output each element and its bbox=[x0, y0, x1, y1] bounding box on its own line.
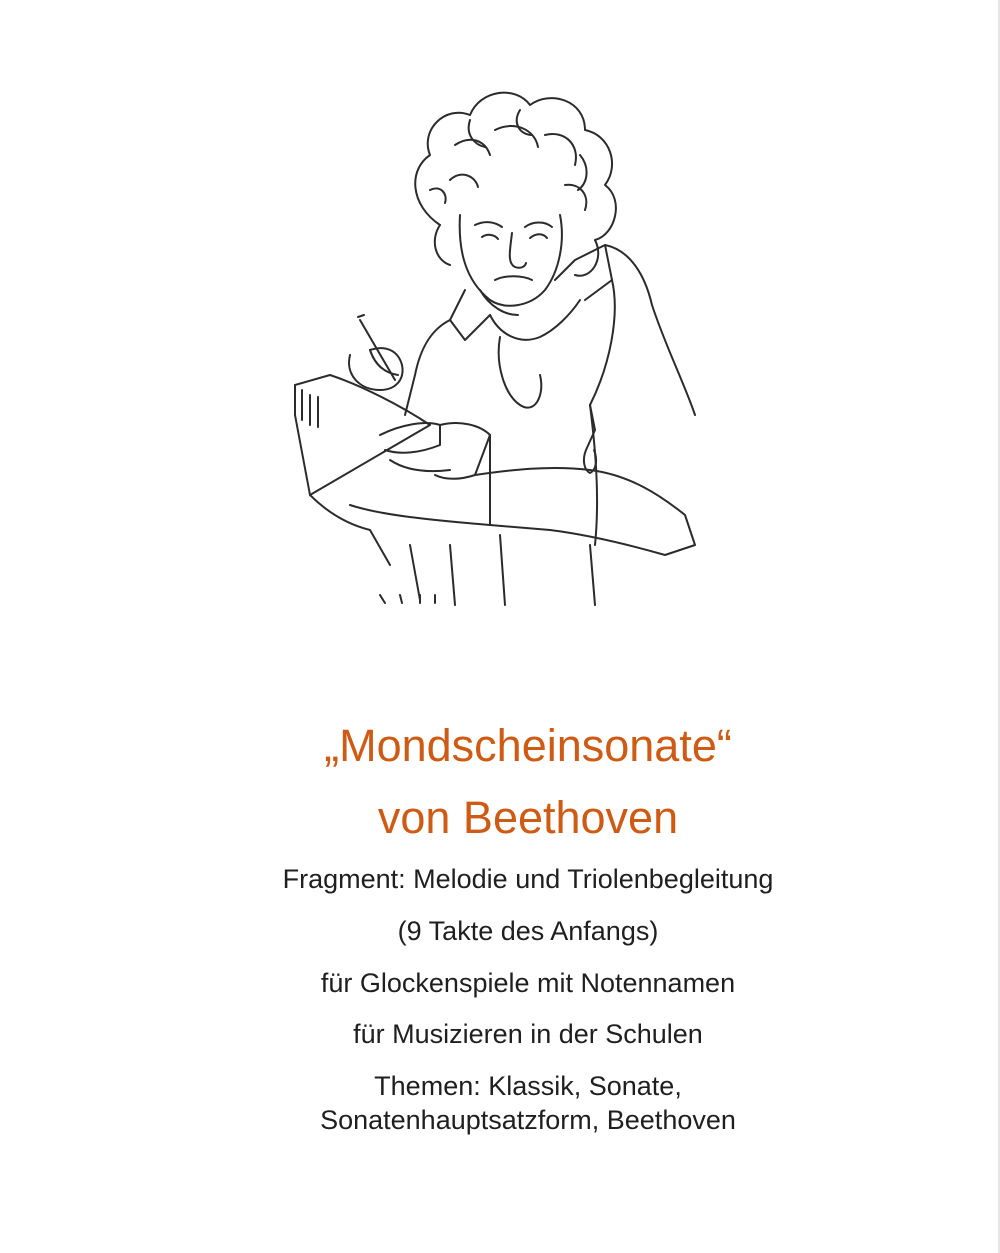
beethoven-portrait-illustration bbox=[290, 75, 705, 610]
page-title-line-2: von Beethoven bbox=[377, 792, 679, 843]
topics-line-1: Themen: Klassik, Sonate, bbox=[374, 1071, 682, 1101]
fragment-description: Fragment: Melodie und Triolenbegleitung bbox=[282, 864, 774, 894]
page-title-line-1: „Mondscheinsonate“ bbox=[324, 720, 732, 771]
bars-description: (9 Takte des Anfangs) bbox=[397, 916, 659, 946]
topics-line-2: Sonatenhauptsatzform, Beethoven bbox=[320, 1105, 736, 1135]
purpose-description: für Musizieren in der Schulen bbox=[353, 1019, 703, 1049]
instrument-description: für Glockenspiele mit Notennamen bbox=[320, 968, 736, 998]
